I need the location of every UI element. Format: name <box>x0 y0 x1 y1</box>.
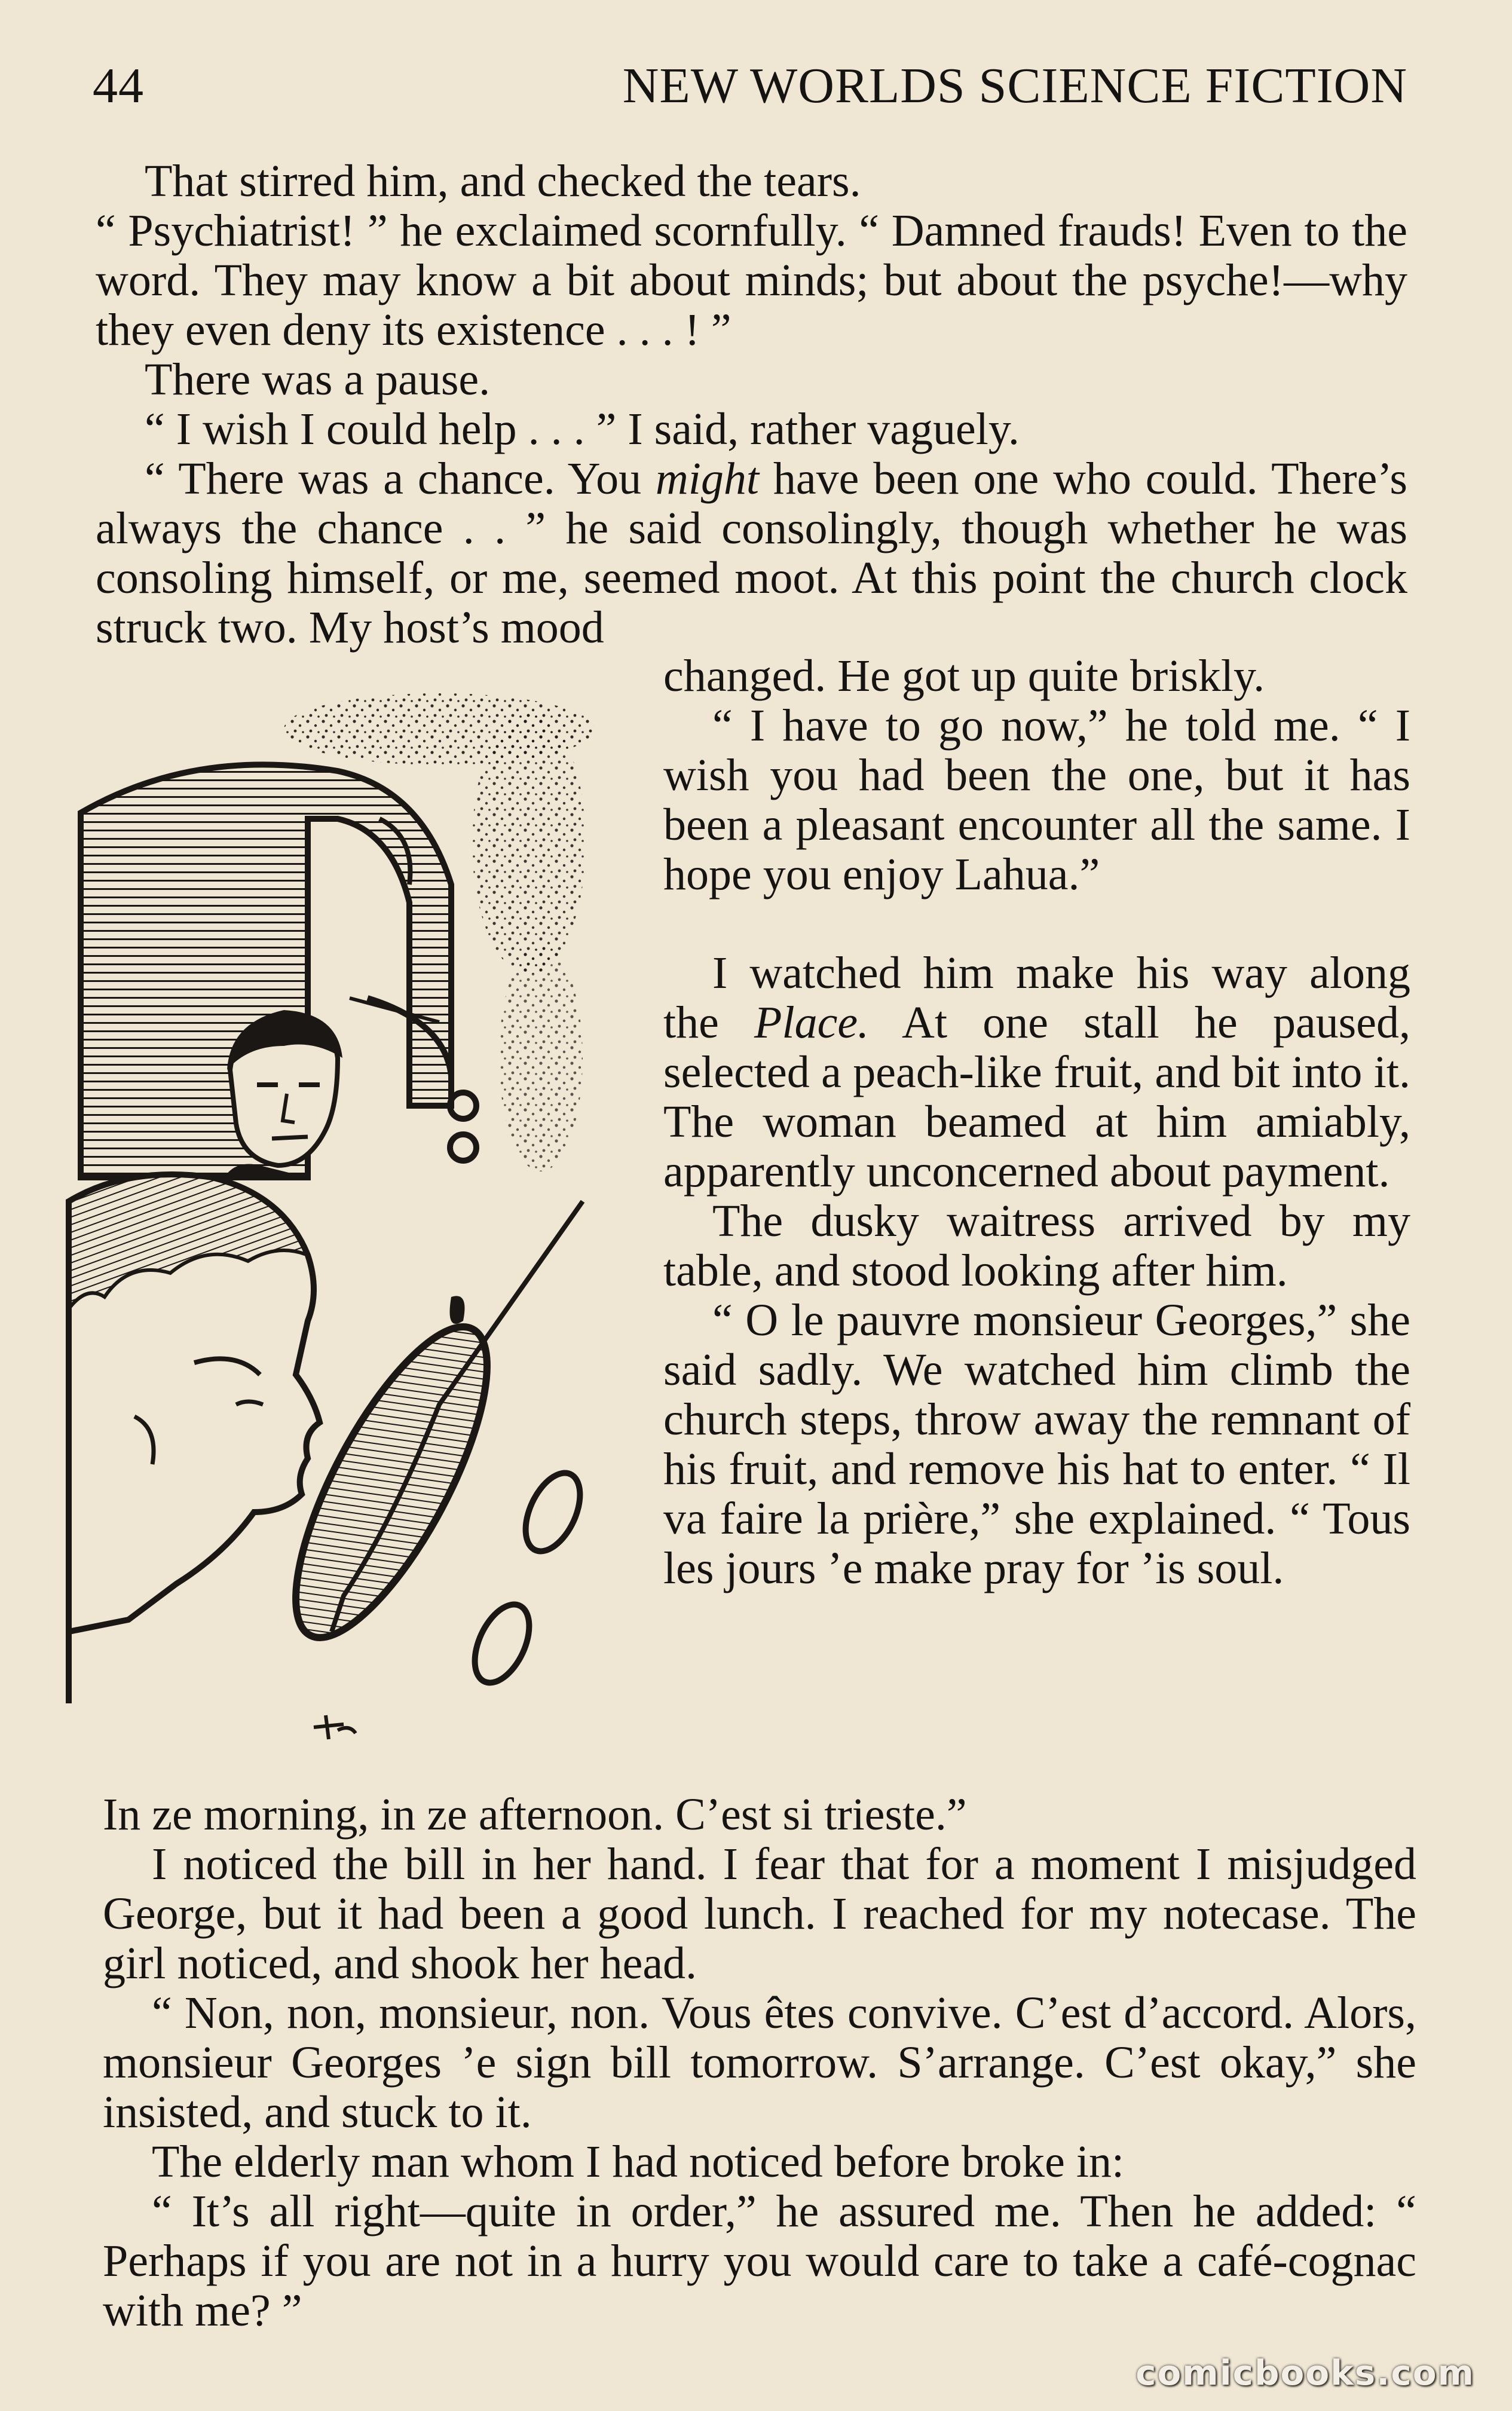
paragraph: “ O le pauvre monsieur Georges,” she said sadly. We watched him climb the church steps, throw away the remnant of his fruit, and remove his hat to enter. “ Il va faire la prière,” she explained. “ Tous les jours ’e make pray for ’is soul. <box>663 1295 1410 1593</box>
paragraph: That stirred him, and checked the tears. <box>145 156 861 206</box>
running-title: NEW WORLDS SCIENCE FICTION <box>622 58 1407 114</box>
running-header <box>93 57 1407 123</box>
paragraph: “ There was a chance. You might have been one who could. There’s always the chance . . ” he said consolingly, though whether he was consoling himself, or me, seemed moot. At this point the church clock struck two. My host’s mood <box>96 454 1407 653</box>
paragraph: The elderly man whom I had noticed before broke in: <box>152 2137 1125 2187</box>
paragraph: There was a pause. <box>145 354 491 405</box>
paragraph-continued: changed. He got up quite briskly. <box>663 651 1265 701</box>
paragraph: “ Non, non, monsieur, non. Vous êtes convive. C’est d’accord. Alors, monsieur Georges ’e sign bill tomorrow. S’arrange. C’est okay,” she insisted, and stuck to it. <box>103 1988 1416 2137</box>
paragraph: I watched him make his way along the Place. At one stall he paused, selected a peach-like fruit, and bit into it. The woman beamed at him amiably, apparently unconcerned about payment. <box>663 948 1410 1197</box>
watermark: comicbooks.com <box>1135 2352 1475 2393</box>
right-column-text <box>663 651 1410 1593</box>
page-number: 44 <box>93 58 144 114</box>
bottom-text <box>103 1790 1416 2336</box>
paragraph: “ I have to go now,” he told me. “ I wish you had been the one, but it has been a pleasant encounter all the same. I hope you enjoy Lahua.” <box>663 700 1410 899</box>
paragraph-continued: In ze morning, in ze afternoon. C’est si trieste.” <box>103 1789 967 1840</box>
top-text <box>96 157 1407 653</box>
paragraph: I noticed the bill in her hand. I fear that for a moment I misjudged George, but it had been a good lunch. I reached for my notecase. The girl noticed, and shook her head. <box>103 1839 1416 1988</box>
section-gap <box>663 899 1410 949</box>
illustration <box>57 687 654 1781</box>
paragraph: “ It’s all right—quite in order,” he assured me. Then he added: “ Perhaps if you are not in a hurry you would care to take a café-cognac with me? ” <box>103 2186 1416 2336</box>
paragraph: The dusky waitress arrived by my table, and stood looking after him. <box>663 1196 1410 1296</box>
emphasis: might <box>655 454 760 504</box>
artist-signature <box>314 1715 356 1739</box>
paragraph: “ I wish I could help . . . ” I said, rather vaguely. <box>145 404 1020 454</box>
foreground-profile-head <box>69 1174 320 1703</box>
emphasis: Place. <box>754 998 870 1048</box>
paragraph: “ Psychiatrist! ” he exclaimed scornfully. “ Damned frauds! Even to the word. They may know a bit about minds; but about the psyche!—why they even deny its existence . . . ! ” <box>96 206 1407 355</box>
